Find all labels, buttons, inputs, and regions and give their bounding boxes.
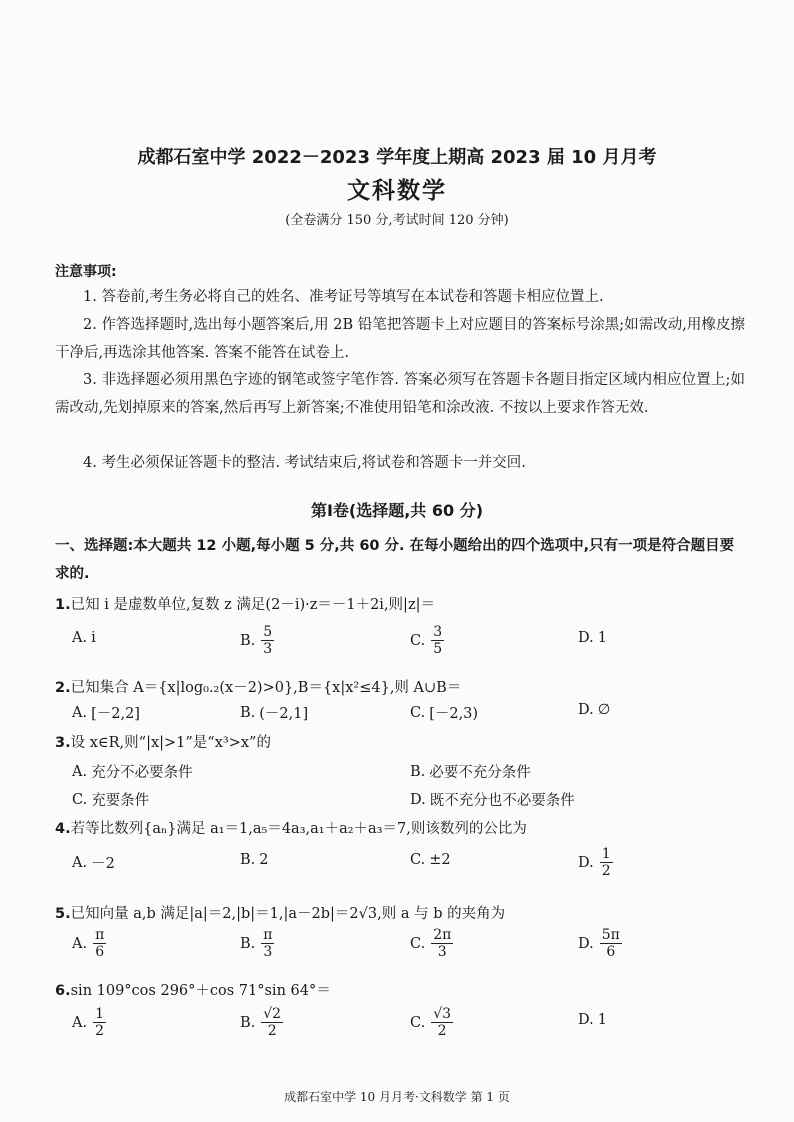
answer-option (240, 927, 274, 960)
answer-option (240, 852, 269, 868)
note-item: 3. 非选择题必须用黑色字迹的钢笔或签字笔作答. 答案必须写在答题卡各题目指定区域内相应位置上;如需改动,先划掉原来的答案,然后再写上新答案;不准使用铅笔和涂改液. 不按以上要求作答无效. (55, 372, 745, 416)
fraction (93, 1006, 106, 1039)
question-text: sin 109°cos 296°＋cos 71°sin 64°＝ (70, 983, 331, 999)
numerator: π (263, 927, 273, 943)
numerator: √3 (433, 1006, 452, 1022)
section-intro: 一、选择题:本大题共 12 小题,每小题 5 分,共 60 分. 在每小题给出的四个选项中,只有一项是符合题目要求的. (55, 538, 735, 582)
question-number: 2. (55, 680, 71, 696)
question-number: 3. (55, 735, 71, 751)
fraction (431, 1006, 453, 1039)
option-text: 充分不必要条件 (91, 765, 193, 781)
numerator: 1 (601, 846, 611, 862)
answer-option (410, 624, 444, 657)
score-info: (全卷满分 150 分,考试时间 120 分钟) (285, 213, 509, 228)
denominator: 3 (437, 944, 447, 960)
question-stem (55, 731, 271, 752)
question-stem (55, 817, 527, 838)
option-label: B. (240, 1014, 256, 1031)
answer-option (578, 846, 613, 879)
fraction (431, 927, 453, 960)
numerator: 2π (433, 927, 452, 943)
exam-title: 成都石室中学 2022－2023 学年度上期高 2023 届 10 月月考 (137, 147, 657, 168)
option-label: A. (72, 704, 88, 721)
question-number: 5. (55, 906, 71, 922)
numerator: π (95, 927, 105, 943)
option-label: D. (578, 854, 594, 871)
note-item: 2. 作答选择题时,选出每小题答案后,用 2B 铅笔把答题卡上对应题目的答案标号涂黑;如需改动,用橡皮擦干净后,再选涂其他答案. 答案不能答在试卷上. (55, 317, 745, 361)
option-label: B. (240, 852, 256, 868)
question-text: 已知集合 A＝{x|log₀.₂(x－2)>0},B＝{x|x²≤4},则 A∪B＝ (70, 680, 462, 696)
question-number: 6. (55, 983, 71, 999)
answer-option (72, 630, 96, 646)
question-stem (55, 979, 331, 1000)
option-label: D. (578, 630, 594, 646)
answer-option (410, 927, 453, 960)
option-text: ∅ (597, 702, 611, 718)
answer-option (72, 702, 140, 723)
note-item: 1. 答卷前,考生务必将自己的姓名、准考证号等填写在本试卷和答题卡相应位置上. (83, 289, 604, 305)
numerator: 1 (95, 1006, 105, 1022)
fraction (261, 927, 274, 960)
denominator: 2 (437, 1023, 447, 1039)
fraction (600, 846, 613, 879)
question-number: 1. (55, 597, 71, 613)
answer-option (72, 852, 115, 873)
exam-subject: 文科数学 (347, 178, 447, 204)
option-text: [－2,2] (91, 706, 140, 722)
answer-option (240, 702, 308, 723)
denominator: 2 (601, 863, 611, 879)
fraction (261, 1006, 283, 1039)
question-text: 设 x∈R,则“|x|>1”是“x³>x”的 (70, 735, 271, 751)
numerator: 3 (433, 624, 443, 640)
answer-option (578, 1012, 607, 1028)
answer-option (410, 702, 478, 723)
option-label: A. (72, 763, 88, 780)
option-text: －2 (91, 856, 115, 872)
answer-option (410, 852, 451, 868)
option-label: C. (410, 935, 426, 952)
numerator: 5π (601, 927, 620, 943)
answer-option (578, 630, 607, 646)
answer-option (72, 927, 106, 960)
answer-option (72, 761, 193, 782)
answer-option (240, 1006, 283, 1039)
option-text: 既不充分也不必要条件 (429, 793, 575, 809)
notes-heading: 注意事项: (55, 264, 117, 280)
denominator: 6 (606, 944, 616, 960)
page-footer: 成都石室中学 10 月月考·文科数学 第 1 页 (284, 1090, 510, 1104)
denominator: 3 (263, 944, 273, 960)
answer-option (410, 789, 575, 810)
question-text: 已知向量 a,b 满足|a|＝2,|b|＝1,|a－2b|＝2√3,则 a 与 b 的夹角为 (70, 906, 506, 922)
denominator: 2 (95, 1023, 105, 1039)
answer-option (72, 1006, 106, 1039)
answer-option (578, 927, 622, 960)
option-label: B. (240, 632, 256, 649)
option-label: D. (578, 935, 594, 952)
option-text: (－2,1] (259, 706, 309, 722)
denominator: 3 (263, 641, 273, 657)
numerator: √2 (263, 1006, 282, 1022)
option-label: B. (410, 763, 426, 780)
question-stem (55, 902, 505, 923)
option-label: A. (72, 854, 88, 871)
answer-option (410, 1006, 453, 1039)
answer-option (240, 624, 274, 657)
option-text: i (91, 630, 96, 646)
answer-option (578, 702, 610, 718)
option-label: C. (410, 704, 426, 721)
answer-option (410, 761, 531, 782)
option-text: 2 (259, 852, 269, 868)
option-label: A. (72, 1014, 88, 1031)
option-label: D. (578, 1012, 594, 1028)
option-text: 充要条件 (91, 793, 150, 809)
question-text: 已知 i 是虚数单位,复数 z 满足(2－i)·z＝－1＋2i,则|z|＝ (70, 597, 435, 613)
note-item: 4. 考生必须保证答题卡的整洁. 考试结束后,将试卷和答题卡一并交回. (83, 455, 526, 471)
answer-option (72, 789, 149, 810)
option-label: C. (410, 632, 426, 649)
option-text: ±2 (429, 852, 451, 868)
option-label: B. (240, 704, 256, 721)
fraction (600, 927, 622, 960)
denominator: 2 (267, 1023, 277, 1039)
question-number: 4. (55, 821, 71, 837)
option-label: C. (410, 852, 426, 868)
section-title: 第Ⅰ卷(选择题,共 60 分) (310, 501, 484, 520)
option-label: B. (240, 935, 256, 952)
option-label: D. (578, 702, 594, 718)
option-text: 1 (597, 1012, 607, 1028)
option-label: C. (410, 1014, 426, 1031)
denominator: 5 (433, 641, 443, 657)
fraction (431, 624, 444, 657)
fraction (261, 624, 274, 657)
denominator: 6 (95, 944, 105, 960)
option-text: 1 (597, 630, 607, 646)
question-stem (55, 676, 461, 697)
option-label: C. (72, 791, 88, 808)
option-label: A. (72, 630, 88, 646)
option-text: 必要不充分条件 (429, 765, 531, 781)
question-stem (55, 593, 435, 614)
option-label: A. (72, 935, 88, 952)
option-label: D. (410, 791, 426, 808)
question-text: 若等比数列{aₙ}满足 a₁＝1,a₅＝4a₃,a₁＋a₂＋a₃＝7,则该数列的公比为 (70, 821, 527, 837)
fraction (93, 927, 106, 960)
option-text: [－2,3) (429, 706, 479, 722)
numerator: 5 (263, 624, 273, 640)
